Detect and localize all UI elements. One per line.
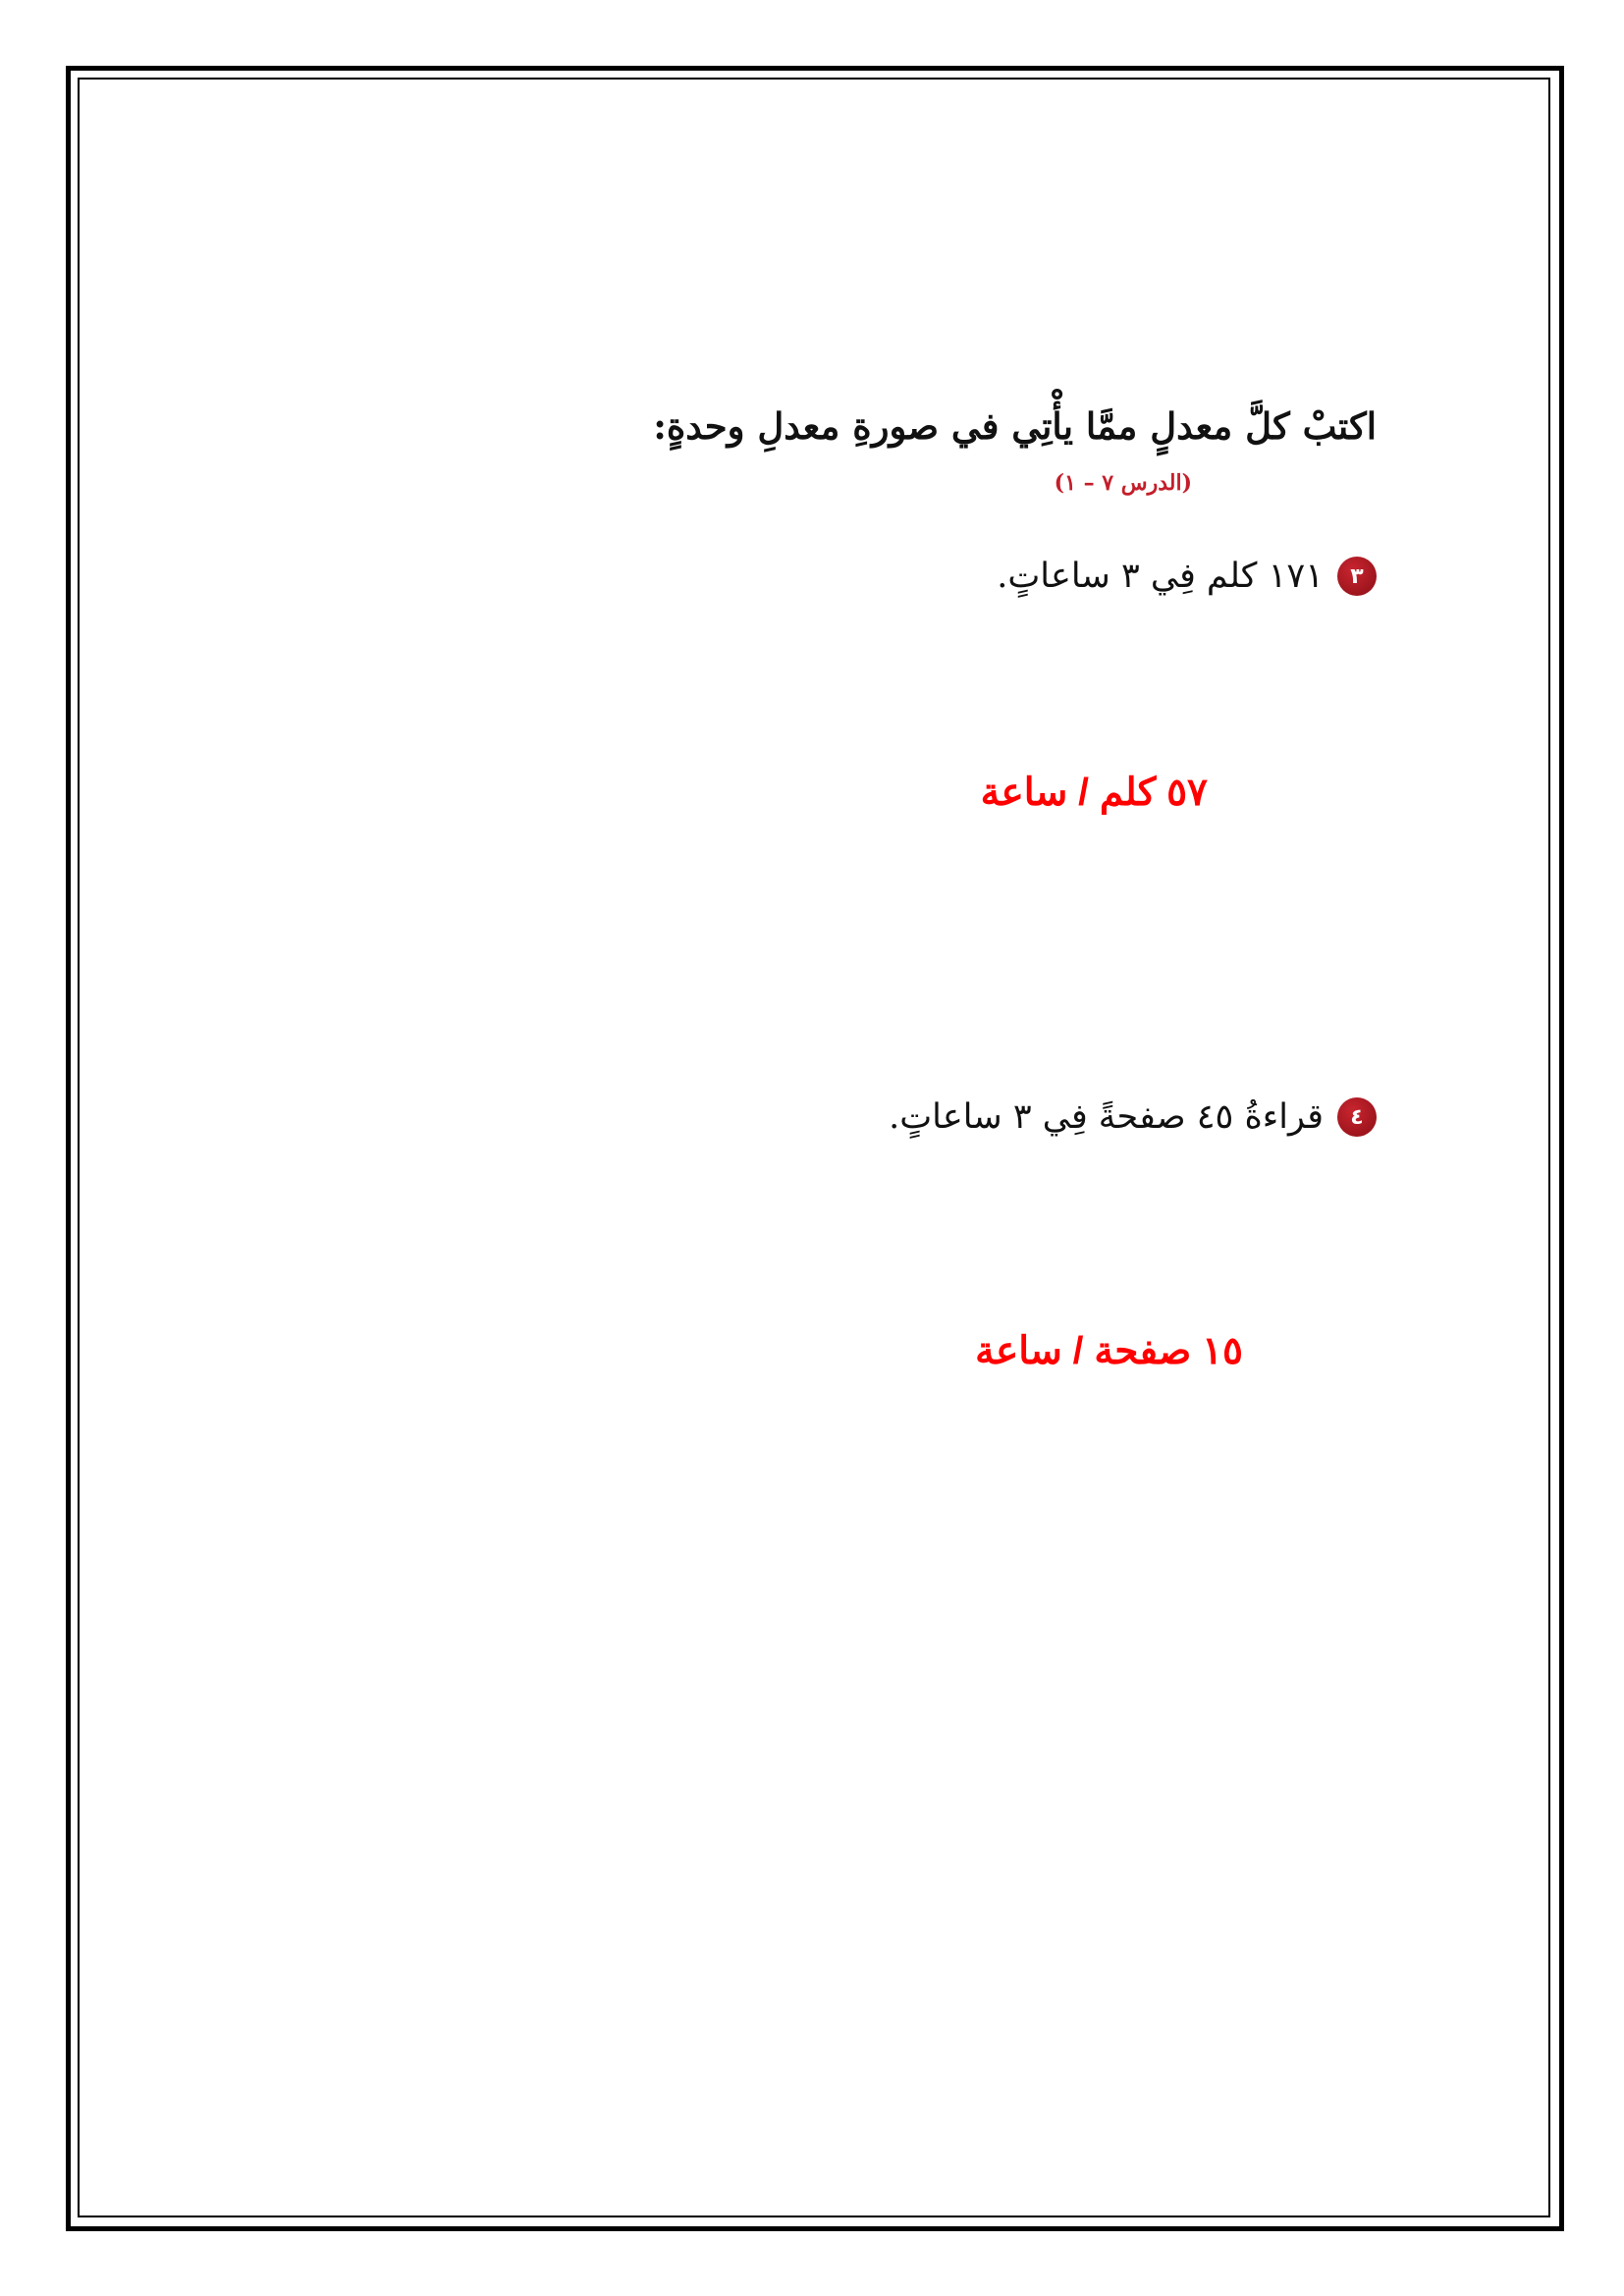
lesson-reference: (الدرس ٧ – ١) <box>1054 470 1192 496</box>
page-border-inner <box>78 78 1550 2217</box>
question-4 <box>889 1097 1377 1137</box>
question-text: قراءةُ ٤٥ صفحةً فِي ٣ ساعاتٍ. <box>889 1097 1324 1137</box>
question-text: ١٧١ كلم فِي ٣ ساعاتٍ. <box>997 557 1324 596</box>
answer-3: ٥٧ كلم / ساعة <box>980 772 1208 814</box>
question-number-badge: ٣ <box>1337 557 1377 596</box>
question-3 <box>997 557 1377 596</box>
instruction-heading: اكتبْ كلَّ معدلٍ ممَّا يأْتِي في صورةِ معدلِ وحدةٍ: <box>653 404 1377 448</box>
question-number-badge: ٤ <box>1337 1097 1377 1137</box>
answer-4: ١٥ صفحة / ساعة <box>975 1330 1243 1372</box>
